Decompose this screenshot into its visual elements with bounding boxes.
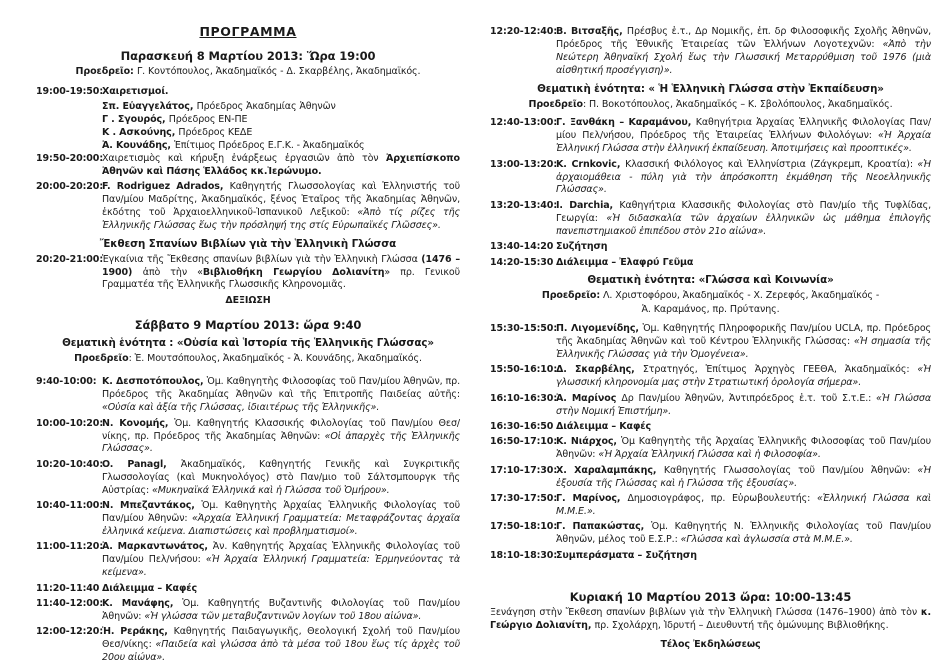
date-heading: Κυριακή 10 Μαρτίου 2013 ὥρα: 10:00-13:45 xyxy=(569,590,852,605)
text-segment: Ἀ. Καραμάνος, πρ. Πρύτανης. xyxy=(641,304,780,316)
text-segment: : Π. Βοκοτόπουλος, Ἀκαδημαϊκός – Κ. Σβολόπουλος, Ἀκαδημαϊκός. xyxy=(582,98,893,110)
entry-body xyxy=(556,257,693,268)
text-segment: Χ. Χαραλαμπάκης, xyxy=(556,464,664,476)
text-segment: Λ. Χριστοφόρου, Ἀκαδημαϊκός - Χ. Ζερεφός, Ἀκαδημαϊκός - xyxy=(600,290,880,302)
text-segment: Στρατηγός, Ἐπίτιμος Ἀρχηγὸς ΓΕΕΘΑ, Ἀκαδημαϊκός: xyxy=(642,364,918,376)
text-segment: Καθηγήτρια Ἀρχαίας Ἑλληνικῆς Φιλολογίας Παν/μίου Πελ/νήσου, Πρόεδρος τῆς Ἑταιρείας Ἑλλήνων Φιλολόγων: xyxy=(556,117,931,142)
text-segment: Διάλειμμα – Καφές xyxy=(556,420,651,432)
text-segment: Ὁμ. Καθηγητής Πληροφορικῆς Παν/μίου UCLA, πρ. Πρόεδρος τῆς Ἀκαδημίας Ἀθηνῶν καὶ τοῦ Κέντρου Ἑλληνικῆς Γλώσσας: xyxy=(556,323,932,348)
text-segment: Ξενάγηση στὴν Ἔκθεση σπανίων βιβλίων γιὰ τὴν Ἑλληνικὴ Γλώσσα (1476–1900) ἀπὸ τὸν xyxy=(490,606,921,618)
text-segment: Γ. Ξανθάκη – Καραμάνου, xyxy=(556,117,696,129)
text-segment: «Ἀπὸ τίς ρίζες τῆς Ἑλληνικῆς Γλώσσας ἕως τὴν πρόσληψή της στίς Εὐρωπαϊκές Γλῶσσες». xyxy=(102,206,460,231)
text-segment: Βιβλιοθήκη Γεωργίου Δολιανίτη xyxy=(202,266,385,278)
text-segment: Π. Λιγομενίδης, xyxy=(556,323,643,335)
program-entry xyxy=(490,200,931,239)
entry-body xyxy=(102,376,460,413)
entry-body xyxy=(102,86,168,97)
speaker-line xyxy=(36,140,460,153)
program-entry xyxy=(36,418,460,457)
centered-line xyxy=(36,295,460,308)
entry-time: 16:10-16:30: xyxy=(490,392,558,404)
text-segment: Γ. Μαρίνος, xyxy=(556,493,628,504)
entry-time: 14:20-15:30 xyxy=(490,256,554,268)
text-segment: Ὁμ. Καθηγητής Ν. Ἑλληνικῆς Φιλολογίας τοῦ Παν/μίου Ἀθηνῶν, μέλος τοῦ Ε.Σ.Ρ.: xyxy=(556,521,932,546)
entry-body xyxy=(102,583,197,594)
text-segment: «Ἡ Ἀρχαία Ἑλληνική Γραμματεία: Ἑρμηνεύοντας τὰ κείμενα». xyxy=(102,554,460,579)
spacer xyxy=(36,309,460,315)
text-segment: Β. Βιτσαξῆς, xyxy=(556,26,627,37)
entry-body xyxy=(556,550,697,561)
text-segment: Γ . Σγουρός, xyxy=(102,114,169,126)
entry-body xyxy=(556,393,931,417)
entry-time: 10:20-10:40: xyxy=(36,458,104,470)
text-segment: Διάλειμμα – Ἐλαφρύ Γεῦμα xyxy=(556,256,694,268)
text-segment: «Ἡ ἀρχαιομάθεια - πύλη γιὰ τὴν ἀπρόσκοπτη ἐκμάθηση τῆς Νεοελληνικῆς Γλώσσας». xyxy=(556,158,931,196)
section-heading: Θεματικὴ ἑνότητα : «Οὐσία καὶ Ἱστορία τῆς Ἑλληνικῆς Γλώσσας» xyxy=(62,336,434,349)
text-segment: Ἀ. Κουνάδης, xyxy=(102,139,175,151)
section-heading: Ἔκθεση Σπανίων Βιβλίων γιὰ τὴν Ἑλληνικὴ Γλώσσα xyxy=(99,237,397,250)
text-segment: Κ . Ασκούνης, xyxy=(102,126,179,138)
entry-body xyxy=(102,127,252,138)
entry-body xyxy=(225,295,270,306)
text-segment: Ὁμ Καθηγητὴς τῆς Ἀρχαίας Ἑλληνικῆς Φιλοσοφίας τοῦ Παν/μίου Ἀθηνῶν: xyxy=(556,436,931,461)
entry-body xyxy=(556,117,931,154)
entry-time: 11:20-11:40 xyxy=(36,582,100,594)
entry-time: 9:40-10:00: xyxy=(36,376,97,388)
text-segment: Ἀ. Μαρκαντωνάτος, xyxy=(102,541,213,553)
entry-time: 13:40-14:20 xyxy=(490,241,554,253)
entry-body xyxy=(102,114,247,125)
text-segment: Συμπεράσματα – Συζήτηση xyxy=(556,549,697,561)
column-left xyxy=(36,26,460,667)
program-entry xyxy=(36,86,460,99)
page-title: ΠΡΟΓΡΑΜΜΑ xyxy=(199,24,297,39)
text-segment: «Ἀπὸ τὴν Νεώτερη Ἀθηναϊκή Σχολή ἕως τὴν Γλωσσική Μεταρρύθμιση τοῦ 1976 (μιὰ αἰσθητική προσέγγιση)». xyxy=(556,38,931,76)
speaker-line xyxy=(36,114,460,127)
date-heading: Σάββατο 9 Μαρτίου 2013: ὥρα 9:40 xyxy=(134,317,362,332)
text-segment: Ν. Κονομής, xyxy=(102,417,175,429)
text-segment: Προεδρεῖο xyxy=(74,352,129,364)
text-segment: Κ. Νιάρχος, xyxy=(556,436,621,448)
program-entry xyxy=(490,364,931,390)
text-segment: «Ἀρχαία Ἑλληνική Γραμματεία: Μεταφράζοντας ἀρχαῖα ἑλληνικά κείμενα. Διαπιστώσεις καὶ προβληματισμοί». xyxy=(102,513,460,537)
text-segment: Συζήτηση xyxy=(556,241,608,253)
text-segment: «Ἡ Ἀρχαία Ἑλληνική Γλώσσα καὶ ἡ Φιλοσοφία». xyxy=(598,449,821,461)
program-entry xyxy=(36,459,460,498)
entry-body xyxy=(556,436,931,460)
text-segment: Προεδρεῖο: xyxy=(75,65,137,77)
entry-body xyxy=(556,26,931,76)
text-segment: Κ. Μανάφης, xyxy=(102,597,183,609)
entry-time: 10:40-11:00: xyxy=(36,500,104,512)
text-segment: Χαιρετισμοί. xyxy=(102,85,169,97)
entry-time: 20:00-20:20: xyxy=(36,181,104,193)
text-segment: «Παιδεία καὶ γλώσσα ἀπὸ τὰ μέσα τοῦ 18ου ἕως τίς ἀρχὲς τοῦ 20ου αἰώνα». xyxy=(102,639,460,664)
text-segment: Ἀκαδημαϊκός, Καθηγητής Γενικῆς καὶ Συγκριτικῆς Γλωσσολογίας (καὶ Μυκηνολόγος) στὸ Παν/μιο τοῦ Σάλτσμπουργκ τῆς Αὐστρίας: xyxy=(102,458,460,496)
text-segment: «Γλώσσα καὶ ἀγλωσσία στὰ Μ.Μ.Ε.». xyxy=(680,534,853,546)
speaker-line xyxy=(36,127,460,140)
entry-body xyxy=(490,607,931,631)
entry-body xyxy=(556,364,931,388)
text-segment: Δ. Σκαρβέλης, xyxy=(556,364,643,376)
text-segment: Ἡ. Ρεράκης, xyxy=(102,626,174,638)
text-segment: «Οἱ ἀπαρχὲς τῆς Ἑλληνικῆς Γλώσσας». xyxy=(102,430,460,455)
text-segment: Πρόεδρος ΚΕΔΕ xyxy=(178,126,253,138)
centered-line xyxy=(36,66,460,79)
text-segment: ΔΕΞΙΩΣΗ xyxy=(225,294,271,306)
text-segment: (1476 – 1900) xyxy=(102,253,460,278)
program-entry xyxy=(36,153,460,179)
program-entry xyxy=(490,159,931,198)
entry-body xyxy=(102,626,460,663)
break-entry xyxy=(490,257,931,270)
entry-body xyxy=(641,304,779,315)
text-segment: Ἐπίτιμος Πρόεδρος Ε.Γ.Κ. - Ἀκαδημαϊκός xyxy=(174,139,365,151)
entry-body xyxy=(102,500,460,537)
entry-body xyxy=(102,181,460,231)
entry-body xyxy=(102,541,460,578)
break-entry xyxy=(490,241,931,254)
program-entry xyxy=(490,26,931,78)
text-segment: «Ἡ γλωσσική κληρονομία μας στὴν Στρατιωτική ὁρολογία σήμερα». xyxy=(556,364,931,389)
text-segment: Ν. Μπεζαντάκος, xyxy=(102,500,202,512)
text-segment: Κ. Crnkovic, xyxy=(556,158,626,170)
text-segment: Προεδρεῖο xyxy=(528,98,583,110)
entry-body xyxy=(76,66,421,77)
text-segment: Πρόεδρος ΕΝ-ΠΕ xyxy=(168,114,248,126)
program-entry xyxy=(490,323,931,362)
text-segment: Ἀρχιεπίσκοπο Ἀθηνῶν καὶ Πάσης Ἑλλάδος κκ.Ἱερώνυμο. xyxy=(102,152,460,177)
text-segment: Χαιρετισμὸς καὶ κήρυξη ἐνάρξεως ἐργασιῶν ἀπὸ τὸν xyxy=(102,152,386,164)
text-segment: «Ἑλληνική Γλώσσα καὶ Μ.Μ.Ε.». xyxy=(556,493,931,517)
text-segment: Καθηγητής Γλωσσολογίας καὶ Ἑλληνιστής τοῦ Παν/μίου Μαδρίτης, Ἀκαδημαϊκός, ξένος Ἑταῖρος τῆς Ἀκαδημίας Ἀθηνῶν, ἐκδότης τοῦ Ἀρχαιοελληνικοῦ-Ἰσπανικοῦ Λεξικοῦ: xyxy=(102,181,460,218)
text-segment: Ὁμ. Καθηγητής Βυζαντινῆς Φιλολογίας τοῦ Παν/μίου Ἀθηνῶν: xyxy=(102,597,460,622)
text-segment: Καθηγητής Γλωσσολογίας τοῦ Παν/μίου Ἀθηνῶν: xyxy=(663,464,918,476)
text-segment: Ἀ. Μαρίνος xyxy=(556,392,622,404)
entry-body xyxy=(102,101,336,112)
section-heading: Θεματικὴ ἑνότητα: «Γλώσσα καὶ Κοινωνία» xyxy=(587,274,834,287)
text-segment: Γ. Παπακώστας, xyxy=(556,521,652,533)
text-segment: Ἀν. Καθηγητής Ἀρχαίας Ἑλληνικῆς Φιλολογίας τοῦ Παν/μίου Πελ/νήσου: xyxy=(102,541,460,566)
text-segment: Ὁμ. Καθηγητὴς Φιλοσοφίας τοῦ Παν/μίου Ἀθηνῶν, πρ. Πρόεδρος τῆς Ἀκαδημίας Ἀθηνῶν καὶ τῆς Ἐπιτροπῆς Παιδείας αὐτῆς: xyxy=(102,376,460,401)
entry-body xyxy=(556,200,931,237)
break-entry xyxy=(490,421,931,434)
centered-line xyxy=(36,353,460,366)
text-segment: Γ. Κοντόπουλος, Ἀκαδημαϊκός - Δ. Σκαρβέλης, Ἀκαδημαϊκός. xyxy=(136,65,421,77)
spacer xyxy=(36,366,460,376)
entry-time: 11:40-12:00: xyxy=(36,597,104,609)
text-segment: «Ἡ γλώσσα τῶν μεταβυζαντινῶν λογίων τοῦ 18ου αἰώνα». xyxy=(144,610,422,622)
entry-body xyxy=(102,598,460,622)
text-segment: O. Panagl, xyxy=(102,458,181,470)
entry-body xyxy=(556,421,651,432)
text-segment: Πρέσβυς ἑ.τ., Δρ Νομικῆς, ἐπ. δρ Φιλοσοφικῆς Σχολῆς Ἀθηνῶν, Πρόεδρος τῆς Ἐθνικῆς Ἑταιρείας τῶν Ἑλλήνων Λογοτεχνῶν: xyxy=(556,26,931,50)
text-segment: Δημοσιογράφος, πρ. Εὐρωβουλευτής: xyxy=(627,493,818,504)
text-segment: Καθηγητής Παιδαγωγικῆς, Θεολογική Σχολή τοῦ Παν/μίου Θεσ/νίκης: xyxy=(102,626,461,651)
entry-time: 12:40-13:00: xyxy=(490,117,558,129)
entry-time: 10:00-10:20: xyxy=(36,417,104,429)
text-segment: «Ἡ ἐξουσία τῆς Γλώσσας καὶ ἡ Γλώσσα τῆς ἐξουσίας». xyxy=(556,464,931,489)
entry-body xyxy=(74,353,422,364)
text-segment: Κλασσική Φιλόλογος καὶ Ἑλληνίστρια (Ζάγκρεμπ, Κροατία): xyxy=(625,158,918,170)
centered-line xyxy=(490,99,931,112)
text-segment: Διάλειμμα – Καφές xyxy=(102,582,197,594)
entry-body xyxy=(528,99,892,110)
text-segment: : Ἑ. Μουτσόπουλος, Ἀκαδημαϊκός - Ἀ. Κουνάδης, Ἀκαδημαϊκός. xyxy=(128,352,422,364)
program-entry xyxy=(490,521,931,547)
text-segment: «Οὐσία καὶ ἀξία τῆς Γλώσσας, ἰδιαιτέρως τῆς Ἑλληνικῆς». xyxy=(102,402,380,414)
entry-time: 17:30-17:50: xyxy=(490,493,558,504)
program-entry xyxy=(36,626,460,665)
closing-paragraph xyxy=(490,607,931,633)
entry-body xyxy=(556,521,931,545)
entry-time: 16:30-16:50 xyxy=(490,420,554,432)
text-segment: Δρ Παν/μίου Ἀθηνῶν, Ἀντιπρόεδρος ἑ.τ. τοῦ Σ.τ.Ε.: xyxy=(621,392,877,404)
text-segment: ἀπὸ τὴν « xyxy=(142,266,203,278)
text-segment: «Ἡ διδασκαλία τῶν ἀρχαίων ἑλληνικῶν ὡς μάθημα ἐπιλογῆς πανεπιστημιακοῦ ἐπιπέδου στὸν 21ο αἰώνα». xyxy=(556,212,931,237)
text-segment: Πρόεδρος Ἀκαδημίας Ἀθηνῶν xyxy=(196,101,336,113)
text-segment: Κ. Δεσποτόπουλος, xyxy=(102,376,207,388)
text-segment: Τέλος Ἐκδηλώσεως xyxy=(660,638,761,650)
centered-line xyxy=(490,290,931,303)
entry-time: 18:10-18:30: xyxy=(490,549,558,561)
program-entry xyxy=(36,598,460,624)
entry-time: 19:50-20:00: xyxy=(36,152,104,164)
entry-time: 15:30-15:50: xyxy=(490,323,558,335)
text-segment: «Ἡ σημασία τῆς Ἑλληνικῆς Γλώσσας γιὰ τὴν Ὁμογένεια». xyxy=(556,336,931,360)
text-segment: Καθηγήτρια Κλασσικῆς Φιλολογίας στὸ Παν/μίο τῆς Τυφλίδας, Γεωργία: xyxy=(556,199,931,224)
centered-line xyxy=(490,304,931,317)
centered-line xyxy=(490,639,931,652)
entry-body xyxy=(542,290,879,301)
text-segment: «Μυκηναϊκά Ἑλληνικά καὶ ἡ Γλώσσα τοῦ Ὁμήρου». xyxy=(152,484,390,496)
text-segment: Ἐγκαίνια τῆς Ἔκθεσης σπανίων βιβλίων γιὰ τὴν Ἑλληνικὴ Γλώσσα xyxy=(102,253,422,265)
program-entry xyxy=(490,493,931,519)
speaker-line xyxy=(36,101,460,114)
text-segment: Ὁμ. Καθηγητὴς Ἀρχαίας Ἑλληνικῆς Φιλολογίας τοῦ Παν/μίου Ἀθηνῶν: xyxy=(102,500,460,524)
program-entry xyxy=(36,181,460,233)
entry-body xyxy=(102,140,365,151)
entry-time: 17:50-18:10: xyxy=(490,521,558,533)
date-heading: Παρασκευή 8 Μαρτίου 2013: Ὥρα 19:00 xyxy=(120,48,376,63)
break-entry xyxy=(490,550,931,563)
text-segment: Σπ. Εὐαγγελάτος, xyxy=(102,101,197,113)
entry-time: 11:00-11:20: xyxy=(36,541,104,553)
program-entry xyxy=(490,465,931,491)
break-entry xyxy=(36,583,460,596)
entry-time: 17:10-17:30: xyxy=(490,464,558,476)
entry-time: 12:00-12:20: xyxy=(36,626,104,638)
text-segment: «Ἡ Ἀρχαία Ἑλληνική Γλώσσα στὴν ἑλληνική ἐκπαίδευση. Ἀποτιμήσεις καὶ προοπτικές». xyxy=(556,130,931,155)
entry-time: 13:00-13:20: xyxy=(490,158,558,170)
entry-body xyxy=(556,241,607,252)
entry-body xyxy=(102,418,460,455)
entry-body xyxy=(102,254,460,291)
program-entry xyxy=(490,436,931,462)
entry-time: 19:00-19:50: xyxy=(36,85,104,97)
entry-time: 13:20-13:40: xyxy=(490,199,558,211)
program-entry xyxy=(490,393,931,419)
text-segment: F. Rodriguez Adrados, xyxy=(102,181,230,193)
program-entry xyxy=(36,254,460,293)
entry-body xyxy=(556,323,931,360)
entry-body xyxy=(556,159,931,196)
entry-body xyxy=(660,639,760,650)
text-segment: «Ἡ Γλώσσα στὴν Νομική Ἐπιστήμη». xyxy=(556,392,931,417)
entry-body xyxy=(556,465,931,489)
text-segment: » πρ. Γενικοῦ Γραμματέα τῆς Ἑλληνικῆς Γλωσσικῆς Κληρονομιᾶς. xyxy=(102,266,460,291)
program-entry xyxy=(36,376,460,415)
section-heading: Θεματικὴ ἑνότητα: « Ἡ Ἑλληνικὴ Γλώσσα στὴν Ἐκπαίδευση» xyxy=(537,82,884,95)
text-segment: πρ. Σχολάρχη, Ἱδρυτή – Διευθυντή τῆς ὁμώνυμης Βιβλιοθήκης. xyxy=(594,619,889,631)
entry-time: 20:20-21:00: xyxy=(36,253,104,265)
entry-body xyxy=(102,153,460,177)
entry-body xyxy=(556,493,931,517)
text-segment: Ὁμ. Καθηγητής Κλασσικής Φιλολογίας τοῦ Παν/μίου Θεσ/νίκης, πρ. Πρόεδρος τῆς Ἀκαδημίας Ἀθηνῶν: xyxy=(102,417,460,442)
text-segment: I. Darchia, xyxy=(556,199,620,211)
entry-time: 12:20-12:40: xyxy=(490,26,558,37)
entry-time: 15:50-16:10: xyxy=(490,364,558,376)
entry-time: 16:50-17:10: xyxy=(490,436,558,448)
document-columns xyxy=(36,26,931,667)
text-segment: κ. Γεώργιο Δολιανίτη, xyxy=(490,606,931,631)
program-entry xyxy=(36,541,460,580)
program-entry xyxy=(490,117,931,156)
column-right xyxy=(490,26,931,667)
text-segment: Προεδρεῖο: xyxy=(541,290,601,302)
spacer xyxy=(490,565,931,587)
program-entry xyxy=(36,500,460,539)
entry-body xyxy=(102,459,460,496)
